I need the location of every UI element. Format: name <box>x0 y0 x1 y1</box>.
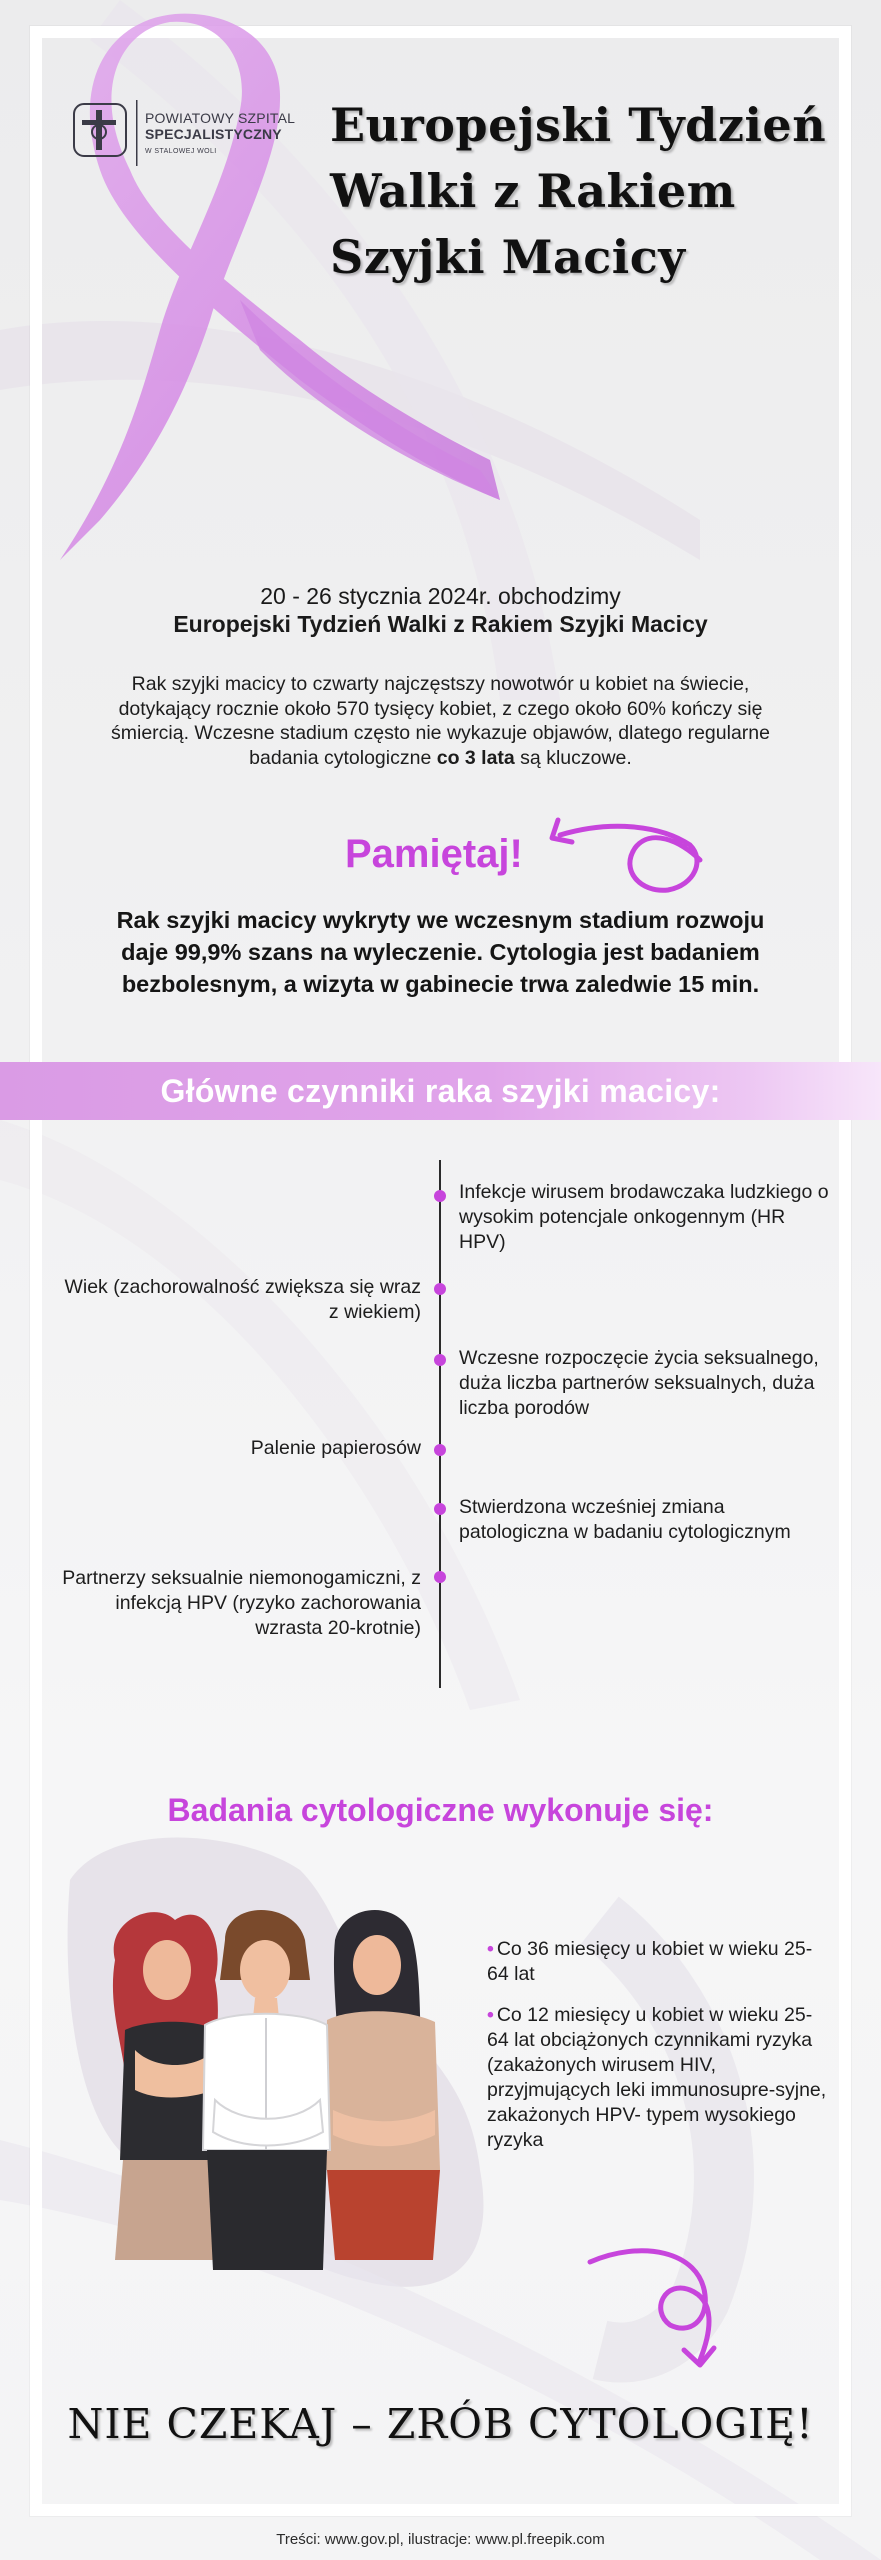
factor-smoking: Palenie papierosów <box>250 1437 421 1459</box>
event-name: Europejski Tydzień Walki z Rakiem Szyjki Macicy <box>173 611 708 637</box>
source-credits: Treści: www.gov.pl, ilustracje: www.pl.freepik.com <box>276 2531 605 2548</box>
intro-description-text: Rak szyjki macicy to czwarty najczęstszy nowotwór u kobiet na świecie, dotykający rocznie około 570 tysięcy kobiet, z czego około 60% kończy się śmiercią. Wczesne stadium często nie wykazuje objawów, dlatego regularne badania cytologiczne <box>111 673 770 769</box>
remember-heading: Pamiętaj! <box>345 832 523 876</box>
hospital-name-line1: POWIATOWY SZPITAL <box>145 110 296 126</box>
cytology-title: Badania cytologiczne wykonuje się: <box>167 1792 714 1828</box>
call-to-action: NIE CZEKAJ – ZRÓB CYTOLOGIĘ! <box>67 2400 814 2448</box>
factor-partners: Partnerzy seksualnie niemonogamiczni, z infekcją HPV (ryzyko zachorowania wzrasta 20-krotnie) <box>62 1567 421 1639</box>
cytology-interval-standard: Co 36 miesięcy u kobiet w wieku 25-64 lat <box>487 1938 813 1985</box>
remember-text: Rak szyjki macicy wykryty we wczesnym stadium rozwoju daje 99,9% szans na wyleczenie. Cytologia jest badaniem bezbolesnym, a wizyta w gabinecie trwa zaledwie 15 min. <box>116 907 765 997</box>
event-dates: 20 - 26 stycznia 2024r. obchodzimy <box>260 583 621 609</box>
page-title-line1: Europejski Tydzień <box>330 98 827 152</box>
factor-age: Wiek (zachorowalność zwiększa się wraz z wiekiem) <box>64 1276 421 1323</box>
page-title-line3: Szyjki Macicy <box>330 230 686 284</box>
factor-prior-change: Stwierdzona wcześniej zmiana patologiczna w badaniu cytologicznym <box>459 1496 791 1543</box>
hospital-name-line2: SPECJALISTYCZNY <box>145 126 282 142</box>
factor-sexual-activity: Wczesne rozpoczęcie życia seksualnego, duża liczba partnerów seksualnych, duża liczba porodów <box>459 1347 819 1419</box>
bullet-dot-icon: • <box>487 1938 494 1960</box>
hospital-name-line3: W STALOWEJ WOLI <box>145 148 217 155</box>
factor-hpv: Infekcje wirusem brodawczaka ludzkiego o wysokim potencjale onkogennym (HR HPV) <box>459 1181 829 1253</box>
bullet-dot-icon: • <box>487 2004 494 2026</box>
intro-description-bold: co 3 lata <box>436 746 515 769</box>
intro-description-end: są kluczowe. <box>514 746 632 769</box>
factors-title: Główne czynniki raka szyjki macicy: <box>160 1072 721 1109</box>
page-title-line2: Walki z Rakiem <box>330 164 736 218</box>
cytology-interval-risk: Co 12 miesięcy u kobiet w wieku 25-64 lat obciążonych czynnikami ryzyka (zakażonych wirusem HIV, przyjmujących leki immunosupre-syjne, zakażonych HPV- typem wysokiego ryzyka <box>487 2004 827 2151</box>
